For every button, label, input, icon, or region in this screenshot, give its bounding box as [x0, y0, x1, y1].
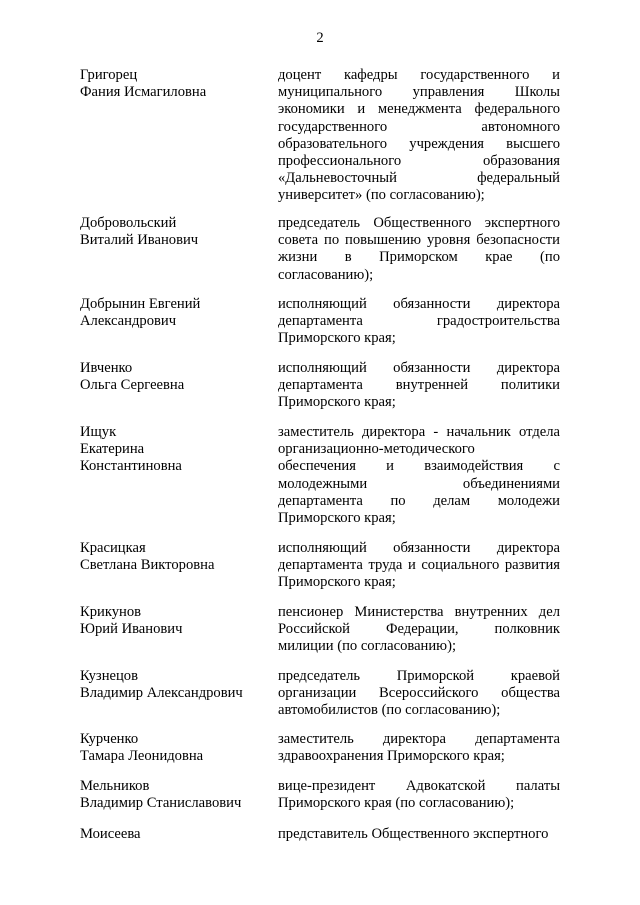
member-position-line: департамента труда и социального развития [278, 557, 560, 574]
member-position-line: представитель Общественного экспертного [278, 826, 549, 842]
member-position-line: исполняющий обязанности директора [278, 296, 560, 312]
member-position-line: Приморского края; [278, 574, 396, 591]
member-name [80, 731, 270, 765]
member-name-line: Ивченко [80, 360, 133, 376]
member-name [80, 360, 270, 394]
member-name-line: Владимир Станиславович [80, 795, 242, 812]
member-position-line: Приморского края; [278, 510, 396, 527]
member-position-line: профессионального образования [278, 153, 560, 170]
member-name-line: Фания Исмагиловна [80, 84, 207, 101]
member-position-line: государственного автономного [278, 118, 560, 135]
member-name-line: Александрович [80, 313, 177, 330]
member-name-line: Красицкая [80, 540, 146, 556]
member-position-line: экономики и менеджмента федерального [278, 101, 560, 118]
member-name-line: Добрынин Евгений [80, 296, 201, 312]
member-position-line: Российской Федерации, полковник [278, 621, 560, 638]
member-position-line: молодежными объединениями [278, 475, 560, 492]
member-position-line: организации Всероссийского общества [278, 685, 560, 702]
member-position-line: департамента градостроительства [278, 313, 560, 330]
member-position-line: Приморского края; [278, 394, 396, 411]
member-position-line: организационно-методического [278, 441, 475, 458]
member-name-line: Ольга Сергеевна [80, 377, 185, 394]
member-position-line: доцент кафедры государственного и [278, 67, 560, 83]
member-name-line: Юрий Иванович [80, 621, 183, 638]
member-position [278, 826, 560, 843]
member-name-line: Владимир Александрович [80, 685, 243, 702]
member-name [80, 826, 270, 843]
member-position-line: пенсионер Министерства внутренних дел [278, 604, 560, 620]
member-position-line: милиции (по согласованию); [278, 638, 456, 655]
member-position-line: председатель Общественного экспертного [278, 215, 560, 231]
member-name-line: Екатерина [80, 441, 145, 458]
member-name [80, 604, 270, 638]
member-position [278, 668, 560, 720]
member-name-line: Григорец [80, 67, 138, 83]
member-position-line: согласованию); [278, 266, 374, 283]
member-position [278, 778, 560, 812]
member-position-line: департамента внутренней политики [278, 377, 560, 394]
member-position-line: университет» (по согласованию); [278, 187, 485, 204]
member-position-line: «Дальневосточный федеральный [278, 170, 560, 187]
member-name [80, 540, 270, 574]
member-position-line: муниципального управления Школы [278, 84, 560, 101]
member-name-line: Крикунов [80, 604, 142, 620]
member-position [278, 215, 560, 284]
member-name-line: Добровольский [80, 215, 177, 231]
member-position-line: здравоохранения Приморского края; [278, 748, 505, 765]
member-position [278, 296, 560, 348]
member-position [278, 424, 560, 527]
member-name-line: Моисеева [80, 826, 141, 842]
page-number: 2 [316, 30, 324, 46]
member-name-line: Тамара Леонидовна [80, 748, 204, 765]
member-position-line: заместитель директора департамента [278, 731, 560, 747]
member-position-line: Приморского края (по согласованию); [278, 795, 515, 812]
member-position [278, 360, 560, 412]
member-name-line: Ищук [80, 424, 117, 440]
member-name [80, 296, 270, 330]
member-name [80, 778, 270, 812]
member-name-line: Курченко [80, 731, 139, 747]
member-position-line: совета по повышению уровня безопасности [278, 232, 560, 249]
member-position-line: обеспечения и взаимодействия с [278, 458, 560, 475]
member-position-line: председатель Приморской краевой [278, 668, 560, 684]
member-position [278, 731, 560, 765]
member-position-line: образовательного учреждения высшего [278, 135, 560, 152]
member-name [80, 668, 270, 702]
member-name-line: Мельников [80, 778, 150, 794]
member-position-line: автомобилистов (по согласованию); [278, 702, 501, 719]
member-position [278, 604, 560, 656]
member-position-line: заместитель директора - начальник отдела [278, 424, 560, 440]
member-name [80, 215, 270, 249]
member-name-line: Светлана Викторовна [80, 557, 215, 574]
member-name [80, 424, 270, 476]
member-position-line: департамента по делам молодежи [278, 492, 560, 509]
member-name-line: Кузнецов [80, 668, 138, 684]
member-position-line: исполняющий обязанности директора [278, 360, 560, 376]
member-name [80, 67, 270, 101]
member-position-line: жизни в Приморском крае (по [278, 249, 560, 266]
member-position [278, 540, 560, 592]
member-position-line: исполняющий обязанности директора [278, 540, 560, 556]
member-name-line: Константиновна [80, 458, 182, 475]
member-name-line: Виталий Иванович [80, 232, 199, 249]
member-position [278, 67, 560, 205]
member-position-line: Приморского края; [278, 330, 396, 347]
member-position-line: вице-президент Адвокатской палаты [278, 778, 560, 794]
